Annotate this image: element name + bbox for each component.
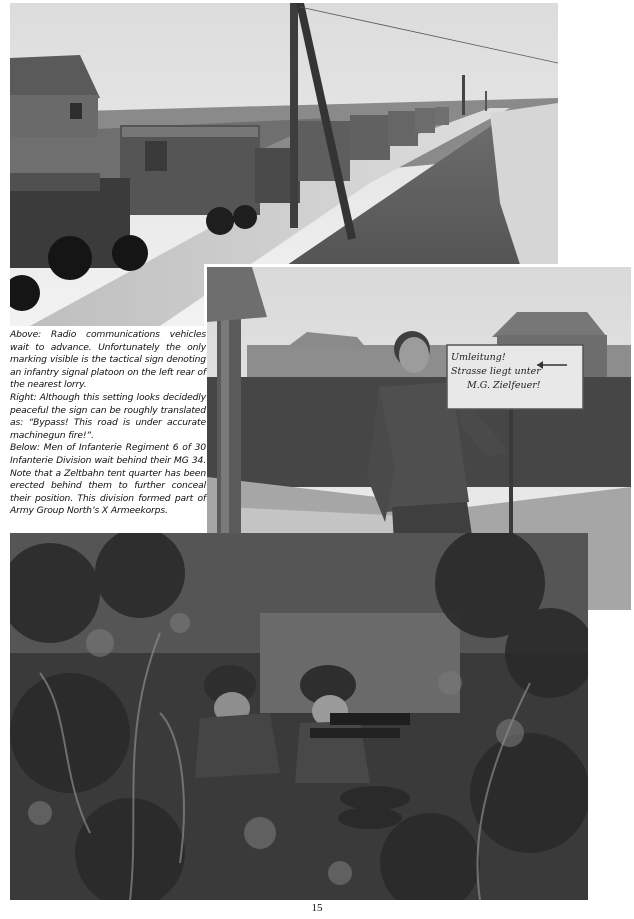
- photo-machine-gun-crew: [10, 533, 588, 900]
- sign-line-3: M.G. Zielfeuer!: [467, 380, 541, 391]
- sign-line-2: Strasse liegt unter: [451, 366, 541, 377]
- sign-line-1: Umleitung!: [451, 352, 506, 363]
- caption-above: Above: Radio communications vehicles wait to advance. Unfortunately the only marking visible is the tactical sign denoting an infantry signal platoon on the left rear of the nearest lorry.: [10, 329, 206, 391]
- sign-text: [451, 351, 581, 393]
- page-number: 15: [311, 902, 323, 914]
- caption-block: [10, 329, 206, 518]
- caption-right: Right: Although this setting looks decidedly peaceful the sign can be roughly translated as: “Bypass! This road is under accurate machinegun fire!”.: [10, 391, 206, 441]
- caption-below: Below: Men of Infanterie Regiment 6 of 30 Infanterie Division wait behind their MG 34. Note that a Zeltbahn tent quarter has been erected behind them to further conceal their position. This division formed part of Army Group North’s X Armeekorps.: [10, 442, 206, 517]
- mg-crew-photo-graphic: [10, 533, 588, 900]
